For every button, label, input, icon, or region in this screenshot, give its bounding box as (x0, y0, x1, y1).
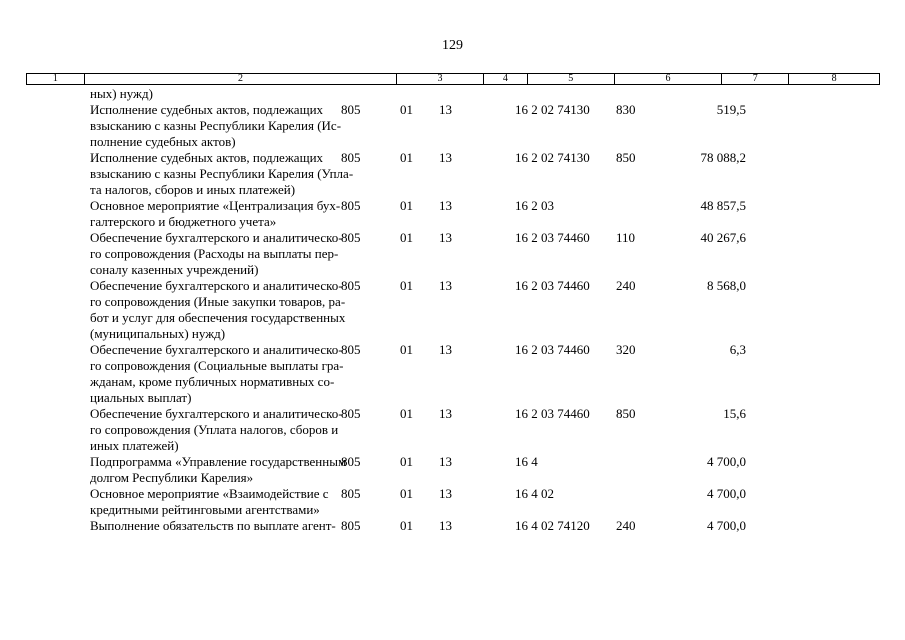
row-expense-type: 240 (616, 278, 636, 293)
row-name-line: Основное мероприятие «Централизация бух- (90, 198, 341, 213)
table-header-row (26, 73, 880, 85)
row-name-line: Основное мероприятие «Взаимодействие с (90, 486, 329, 501)
table-row (26, 102, 880, 150)
row-expense-type: 850 (616, 150, 636, 165)
row-name-line: взысканию с казны Республики Карелия (Упла- (90, 166, 354, 181)
row-name (26, 406, 343, 454)
row-name (26, 342, 344, 406)
row-subsection: 13 (439, 486, 452, 501)
header-col-6: 6 (615, 74, 723, 84)
row-section: 01 (400, 518, 413, 533)
row-subsection: 13 (439, 102, 452, 117)
row-name-line: соналу казенных учреждений) (90, 262, 259, 277)
header-col-8: 8 (831, 73, 837, 84)
row-name-line: Исполнение судебных актов, подлежащих (90, 102, 324, 117)
row-section: 01 (400, 150, 413, 165)
row-target-article: 16 4 02 (515, 486, 554, 501)
row-target-article: 16 4 02 74120 (515, 518, 590, 533)
table-row (26, 230, 880, 278)
row-name-line: (муниципальных) нужд) (90, 326, 226, 341)
row-org-code: 805 (341, 406, 361, 421)
row-name-line: Обеспечение бухгалтерского и аналитическо- (90, 342, 343, 357)
row-section: 01 (400, 406, 413, 421)
row-name-line: галтерского и бюджетного учета» (90, 214, 277, 229)
row-org-code: 805 (341, 454, 361, 469)
row-name-line: Подпрограмма «Управление государственным (90, 454, 347, 469)
row-subsection: 13 (439, 150, 452, 165)
row-target-article: 16 2 03 74460 (515, 342, 590, 357)
row-expense-type: 830 (616, 102, 636, 117)
row-target-article: 16 4 (515, 454, 538, 469)
header-col-5: 5 (528, 74, 615, 84)
row-target-article: 16 2 02 74130 (515, 102, 590, 117)
row-org-code: 805 (341, 230, 361, 245)
row-subsection: 13 (439, 342, 452, 357)
row-org-code: 805 (341, 198, 361, 213)
row-section: 01 (400, 278, 413, 293)
row-expense-type: 240 (616, 518, 636, 533)
row-target-article: 16 2 02 74130 (515, 150, 590, 165)
row-name (26, 198, 341, 230)
row-subsection: 13 (439, 518, 452, 533)
row-name-line: ных) нужд) (90, 86, 153, 101)
row-subsection: 13 (439, 230, 452, 245)
header-col-2: 2 (85, 74, 397, 84)
row-org-code: 805 (341, 342, 361, 357)
row-org-code: 805 (341, 278, 361, 293)
row-section: 01 (400, 486, 413, 501)
row-name-line: Исполнение судебных актов, подлежащих (90, 150, 324, 165)
row-amount: 40 267,6 (700, 230, 746, 245)
row-subsection: 13 (439, 198, 452, 213)
table-row (26, 278, 880, 342)
row-org-code: 805 (341, 150, 361, 165)
row-name (26, 102, 342, 150)
row-org-code: 805 (341, 518, 361, 533)
row-name-line: иных платежей) (90, 438, 179, 453)
table-row (26, 454, 880, 486)
header-col-7: 7 (722, 74, 789, 84)
page-number: 129 (442, 38, 463, 53)
table-row (26, 518, 880, 534)
row-target-article: 16 2 03 (515, 198, 554, 213)
row-amount: 6,3 (729, 342, 746, 357)
row-target-article: 16 2 03 74460 (515, 230, 590, 245)
table-row (26, 150, 880, 198)
row-name-line: го сопровождения (Уплата налогов, сборов и (90, 422, 339, 437)
row-name-line: Обеспечение бухгалтерского и аналитическо- (90, 278, 343, 293)
row-name-line: го сопровождения (Иные закупки товаров, ра- (90, 294, 346, 309)
row-name-line: Обеспечение бухгалтерского и аналитическо- (90, 230, 343, 245)
row-name-line: полнение судебных актов) (90, 134, 236, 149)
row-subsection: 13 (439, 454, 452, 469)
table-body (26, 86, 880, 534)
row-target-article: 16 2 03 74460 (515, 278, 590, 293)
row-name-line: та налогов, сборов и иных платежей) (90, 182, 296, 197)
row-amount: 4 700,0 (707, 486, 746, 501)
row-name-line: го сопровождения (Социальные выплаты гра- (90, 358, 344, 373)
table-row (26, 342, 880, 406)
row-amount: 519,5 (716, 102, 746, 117)
row-amount: 4 700,0 (707, 454, 746, 469)
header-col-4: 4 (484, 74, 528, 84)
row-name (26, 230, 343, 278)
row-name-line: Выполнение обязательств по выплате агент- (90, 518, 336, 533)
row-amount: 15,6 (723, 406, 746, 421)
row-expense-type: 110 (616, 230, 636, 245)
row-name-line: долгом Республики Карелия» (90, 470, 254, 485)
row-amount: 78 088,2 (700, 150, 746, 165)
row-name-line: го сопровождения (Расходы на выплаты пер- (90, 246, 339, 261)
row-name-line: бот и услуг для обеспечения государственных (90, 310, 346, 325)
row-target-article: 16 2 03 74460 (515, 406, 590, 421)
table-row (26, 406, 880, 454)
row-name (26, 86, 326, 102)
row-name (26, 278, 346, 342)
row-amount: 48 857,5 (700, 198, 746, 213)
row-name-line: кредитными рейтинговыми агентствами» (90, 502, 320, 517)
row-amount: 4 700,0 (707, 518, 746, 533)
row-name-line: Обеспечение бухгалтерского и аналитическо- (90, 406, 343, 421)
row-section: 01 (400, 102, 413, 117)
row-name-line: взысканию с казны Республики Карелия (Ис- (90, 118, 342, 133)
header-col-1: 1 (27, 74, 85, 84)
table-row (26, 198, 880, 230)
row-section: 01 (400, 454, 413, 469)
row-name (26, 518, 336, 534)
row-section: 01 (400, 342, 413, 357)
row-org-code: 805 (341, 486, 361, 501)
row-section: 01 (400, 230, 413, 245)
row-org-code: 805 (341, 102, 361, 117)
row-name-line: циальных выплат) (90, 390, 192, 405)
row-amount: 8 568,0 (707, 278, 746, 293)
row-subsection: 13 (439, 278, 452, 293)
row-name (26, 454, 347, 486)
row-subsection: 13 (439, 406, 452, 421)
table-row (26, 486, 880, 518)
row-expense-type: 850 (616, 406, 636, 421)
row-section: 01 (400, 198, 413, 213)
row-expense-type: 320 (616, 342, 636, 357)
table-row (26, 86, 880, 102)
header-col-3: 3 (397, 74, 484, 84)
row-name-line: жданам, кроме публичных нормативных со- (90, 374, 335, 389)
row-name (26, 486, 329, 518)
